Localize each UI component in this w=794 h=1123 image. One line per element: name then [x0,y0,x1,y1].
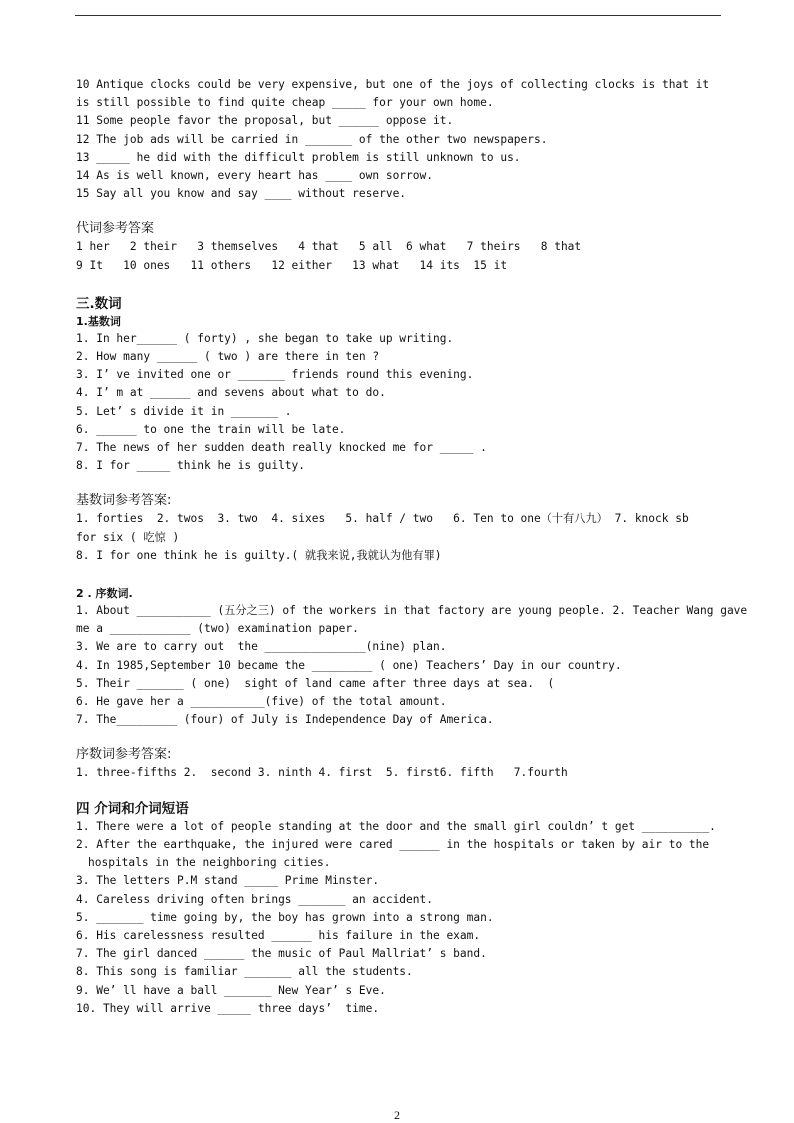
exercise-line: 15 Say all you know and say ____ without reserve. [76,187,407,201]
exercise-line: 7. The news of her sudden death really knocked me for _____ . [76,441,487,455]
exercise-line: 2. After the earthquake, the injured were cared ______ in the hospitals or taken by air to the hospitals in the neighboring cities. [76,837,710,870]
exercise-line: 9. We’ ll have a ball _______ New Year’ s Eve. [76,983,386,997]
cardinal-answers [76,492,748,565]
exercise-line: 10 Antique clocks could be very expensive, but one of the joys of collecting clocks is that it [76,78,710,91]
exercise-line: 8. This song is familiar _______ all the students. [76,965,413,979]
exercise-line: 7. The girl danced ______ the music of Paul Mallriat’ s band. [76,947,487,961]
prepositions-section [76,800,748,1018]
answer-line: 1. forties 2. twos 3. two 4. sixes 5. half / two 6. Ten to one（十有八九） 7. knock sb [76,512,689,526]
pronoun-exercise-list [76,76,748,203]
exercise-line: 4. I’ m at ______ and sevens about what to do. [76,386,386,400]
answers-heading: 代词参考答案 [76,221,155,237]
exercise-line: 5. Let’ s divide it in _______ . [76,404,292,418]
answer-line: 8. I for one think he is guilty.( 就我来说,我就认为他有罪) [76,548,442,562]
ordinal-section [76,585,748,729]
answer-line: 9 It 10 ones 11 others 12 either 13 what 14 its 15 it [76,258,508,272]
exercise-line: 14 As is well known, every heart has ____ own sorrow. [76,169,433,183]
subsection-heading: 2 . 序数词. [76,587,133,601]
exercise-line: 6. ______ to one the train will be late. [76,422,346,436]
exercise-line: 4. In 1985,September 10 became the _________ ( one) Teachers’ Day in our country. [76,658,622,672]
subsection-heading: 1.基数词 [76,314,121,328]
section-heading: 四 介词和介词短语 [76,800,189,817]
exercise-line: 3. The letters P.M stand _____ Prime Minster. [76,874,380,888]
exercise-line: 1. About ___________ (五分之三) of the workers in that factory are young people. 2. Teacher Wang gave me a ____________ (two) examination paper. [76,604,748,636]
pronoun-answers [76,220,748,274]
exercise-line: 5. _______ time going by, the boy has grown into a strong man. [76,910,494,924]
exercise-line: 6. He gave her a ___________(five) of the total amount. [76,695,447,709]
exercise-line: 5. Their _______ ( one) sight of land came after three days at sea. ( [76,676,555,690]
exercise-line: 12 The job ads will be carried in _______ of the other two newspapers. [76,132,548,146]
exercise-line: 1. There were a lot of people standing at the door and the small girl couldn’ t get __________. [76,819,716,833]
document-body [76,76,748,1018]
page-number: 2 [394,1108,400,1122]
exercise-line: 3. We are to carry out the _______________(nine) plan. [76,640,447,654]
exercise-line: 2. How many ______ ( two ) are there in ten ? [76,350,380,364]
answer-line: 1. three-fifths 2. second 3. ninth 4. first 5. first6. fifth 7.fourth [76,766,568,780]
exercise-line: 13 _____ he did with the difficult problem is still unknown to us. [76,150,521,164]
header-rule [75,15,721,16]
section-heading: 三.数词 [76,295,122,312]
answer-line: for six ( 吃惊 ) [76,530,180,544]
exercise-line: is still possible to find quite cheap _____ for your own home. [76,96,494,110]
exercise-line: 7. The_________ (four) of July is Independence Day of America. [76,713,494,727]
exercise-line: 4. Careless driving often brings _______ an accident. [76,892,433,906]
answers-heading: 序数词参考答案: [76,747,172,763]
exercise-line: 1. In her______ ( forty) , she began to take up writing. [76,331,454,345]
exercise-line: 6. His carelessness resulted ______ his failure in the exam. [76,928,481,942]
answer-line: 1 her 2 their 3 themselves 4 that 5 all 6 what 7 theirs 8 that [76,240,582,254]
exercise-line: 3. I’ ve invited one or _______ friends round this evening. [76,368,474,382]
exercise-line: 8. I for _____ think he is guilty. [76,459,306,473]
numerals-section [76,295,748,476]
exercise-line: 11 Some people favor the proposal, but ______ oppose it. [76,114,454,128]
exercise-line: 10. They will arrive _____ three days’ time. [76,1001,380,1015]
answers-heading: 基数词参考答案: [76,493,172,509]
ordinal-answers [76,746,748,782]
